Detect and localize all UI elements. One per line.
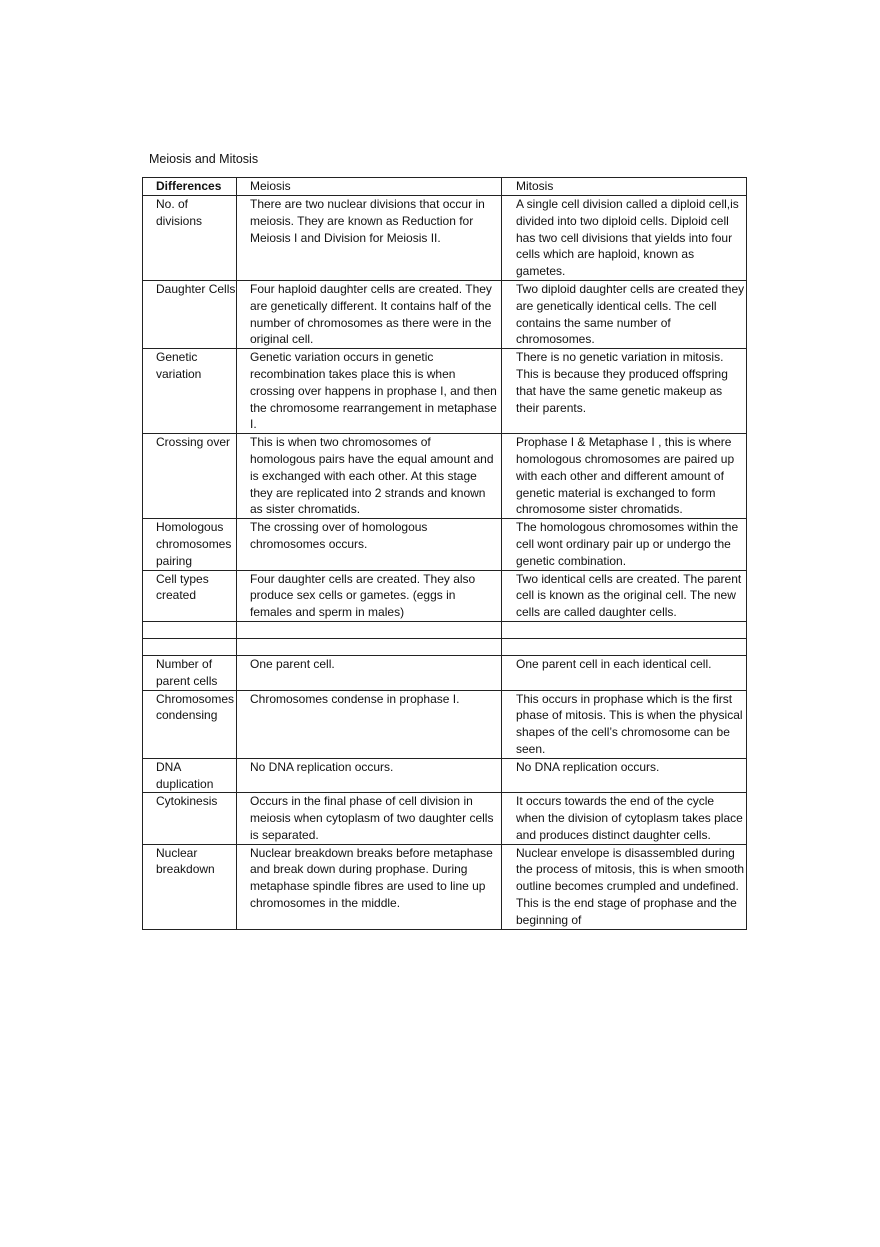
row-label: Chromosomes condensing bbox=[143, 690, 237, 758]
meiosis-cell: Genetic variation occurs in genetic recombination takes place this is when crossing over happens in prophase I, and then the chromosome rearrangement in metaphase I. bbox=[237, 349, 502, 434]
meiosis-cell: One parent cell. bbox=[237, 655, 502, 690]
table-row bbox=[143, 434, 747, 519]
row-label bbox=[143, 621, 237, 638]
mitosis-cell: Nuclear envelope is disassembled during the process of mitosis, this is when smooth outline becomes crumpled and undefined. This is the end stage of prophase and the beginning of bbox=[502, 844, 747, 929]
row-label: Homologous chromosomes pairing bbox=[143, 519, 237, 570]
document-title: Meiosis and Mitosis bbox=[149, 152, 259, 166]
table-header-row bbox=[143, 178, 747, 196]
row-label: Genetic variation bbox=[143, 349, 237, 434]
meiosis-cell: Occurs in the final phase of cell division in meiosis when cytoplasm of two daughter cells is separated. bbox=[237, 793, 502, 844]
table-row bbox=[143, 655, 747, 690]
meiosis-cell: Four haploid daughter cells are created. They are genetically different. It contains half of the number of chromosomes as there were in the original cell. bbox=[237, 280, 502, 348]
meiosis-cell: Chromosomes condense in prophase I. bbox=[237, 690, 502, 758]
mitosis-cell bbox=[502, 621, 747, 638]
table-row bbox=[143, 280, 747, 348]
table-row bbox=[143, 793, 747, 844]
row-label: DNA duplication bbox=[143, 758, 237, 793]
row-label: Daughter Cells bbox=[143, 280, 237, 348]
mitosis-cell: Two diploid daughter cells are created they are genetically identical cells. The cell contains the same number of chromosomes. bbox=[502, 280, 747, 348]
meiosis-cell: This is when two chromosomes of homologous pairs have the equal amount and is exchanged with each other. At this stage they are replicated into 2 strands and known as sister chromatids. bbox=[237, 434, 502, 519]
row-label: Nuclear breakdown bbox=[143, 844, 237, 929]
table-row bbox=[143, 519, 747, 570]
row-label: Number of parent cells bbox=[143, 655, 237, 690]
table-row bbox=[143, 758, 747, 793]
row-label: Cell types created bbox=[143, 570, 237, 621]
mitosis-cell: Two identical cells are created. The parent cell is known as the original cell. The new cells are called daughter cells. bbox=[502, 570, 747, 621]
header-meiosis: Meiosis bbox=[237, 178, 502, 196]
empty-table-row bbox=[143, 638, 747, 655]
meiosis-cell bbox=[237, 621, 502, 638]
meiosis-cell: Nuclear breakdown breaks before metaphase and break down during prophase. During metaphase spindle fibres are used to line up chromosomes in the middle. bbox=[237, 844, 502, 929]
meiosis-cell: The crossing over of homologous chromosomes occurs. bbox=[237, 519, 502, 570]
mitosis-cell: Prophase I & Metaphase I , this is where homologous chromosomes are paired up with each other and different amount of genetic material is exchanged to form chromosome sister chromatids. bbox=[502, 434, 747, 519]
meiosis-cell bbox=[237, 638, 502, 655]
table-row bbox=[143, 690, 747, 758]
row-label bbox=[143, 638, 237, 655]
header-mitosis: Mitosis bbox=[502, 178, 747, 196]
comparison-table bbox=[142, 177, 747, 930]
mitosis-cell: No DNA replication occurs. bbox=[502, 758, 747, 793]
mitosis-cell: This occurs in prophase which is the first phase of mitosis. This is when the physical shapes of the cell’s chromosome can be seen. bbox=[502, 690, 747, 758]
header-differences: Differences bbox=[143, 178, 237, 196]
empty-table-row bbox=[143, 621, 747, 638]
row-label: Cytokinesis bbox=[143, 793, 237, 844]
mitosis-cell: The homologous chromosomes within the cell wont ordinary pair up or undergo the genetic combination. bbox=[502, 519, 747, 570]
row-label: No. of divisions bbox=[143, 196, 237, 281]
table-row bbox=[143, 196, 747, 281]
meiosis-cell: There are two nuclear divisions that occur in meiosis. They are known as Reduction for Meiosis I and Division for Meiosis II. bbox=[237, 196, 502, 281]
meiosis-cell: No DNA replication occurs. bbox=[237, 758, 502, 793]
table-row bbox=[143, 349, 747, 434]
table-row bbox=[143, 844, 747, 929]
mitosis-cell: It occurs towards the end of the cycle when the division of cytoplasm takes place and produces distinct daughter cells. bbox=[502, 793, 747, 844]
row-label: Crossing over bbox=[143, 434, 237, 519]
meiosis-cell: Four daughter cells are created. They also produce sex cells or gametes. (eggs in females and sperm in males) bbox=[237, 570, 502, 621]
mitosis-cell bbox=[502, 638, 747, 655]
mitosis-cell: One parent cell in each identical cell. bbox=[502, 655, 747, 690]
mitosis-cell: There is no genetic variation in mitosis. This is because they produced offspring that have the same genetic makeup as their parents. bbox=[502, 349, 747, 434]
mitosis-cell: A single cell division called a diploid cell,is divided into two diploid cells. Diploid cell has two cell divisions that yields into four cells which are haploid, known as gametes. bbox=[502, 196, 747, 281]
table-row bbox=[143, 570, 747, 621]
